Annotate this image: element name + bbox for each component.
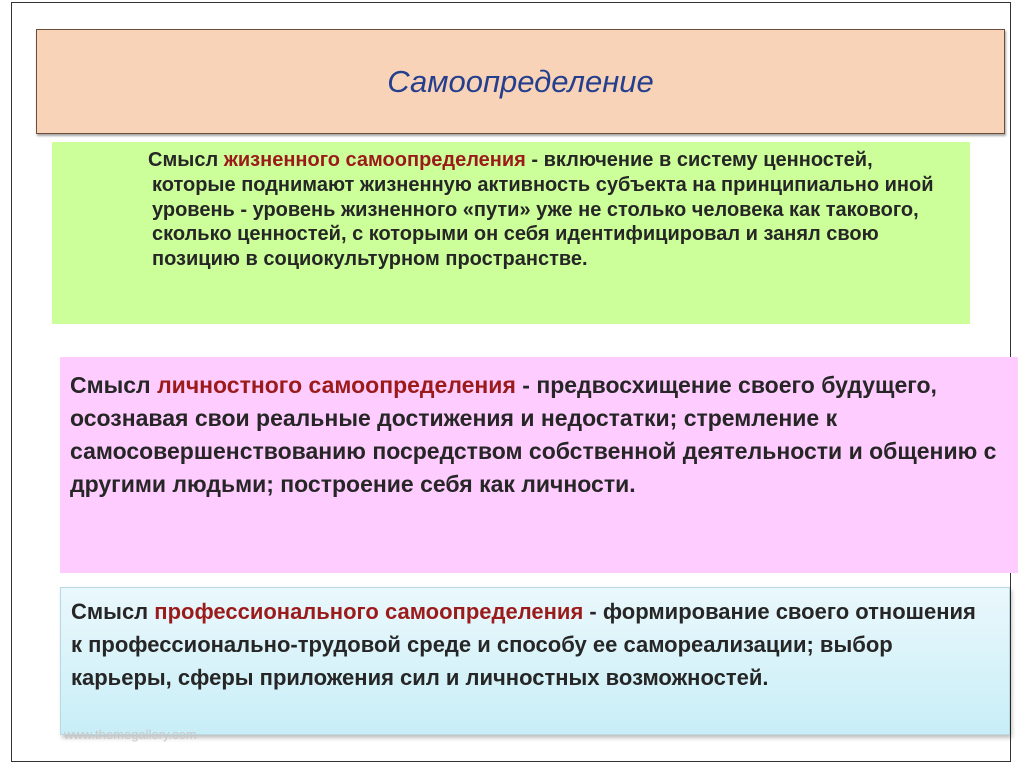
personal-prefix: Смысл — [70, 372, 158, 398]
professional-term: профессионального самоопределения — [154, 599, 584, 624]
professional-definition: - формирование своего отношения к профессионально-трудовой среде и способу ее самореализации; выбор карьеры, сферы приложения сил и личностных возможностей. — [71, 599, 976, 690]
life-definition: - включение в систему ценностей, которые поднимают жизненную активность субъекта на принципиально иной уровень - уровень жизненного «пути» уже не столько человека как такового, сколько ценностей, с которыми он себя идентифицировал и занял свою позицию в социокультурном пространстве. — [152, 149, 934, 271]
personal-definition: - предвосхищение своего будущего, осознавая свои реальные достижения и недостатки; стремление к самосовершенствованию посредством собственной деятельности и общению с другими людьми; построение себя как личности. — [70, 372, 997, 498]
watermark: www.themegallery.com — [64, 727, 197, 742]
life-self-determination-block — [52, 142, 970, 324]
life-prefix: Смысл — [148, 149, 224, 171]
title-box — [36, 29, 1005, 134]
life-term: жизненного самоопределения — [223, 149, 526, 171]
personal-self-determination-block — [60, 357, 1018, 573]
professional-self-determination-block — [60, 587, 1010, 735]
slide-title: Самоопределение — [387, 63, 654, 99]
professional-prefix: Смысл — [71, 599, 155, 624]
personal-term: личностного самоопределения — [157, 372, 516, 398]
